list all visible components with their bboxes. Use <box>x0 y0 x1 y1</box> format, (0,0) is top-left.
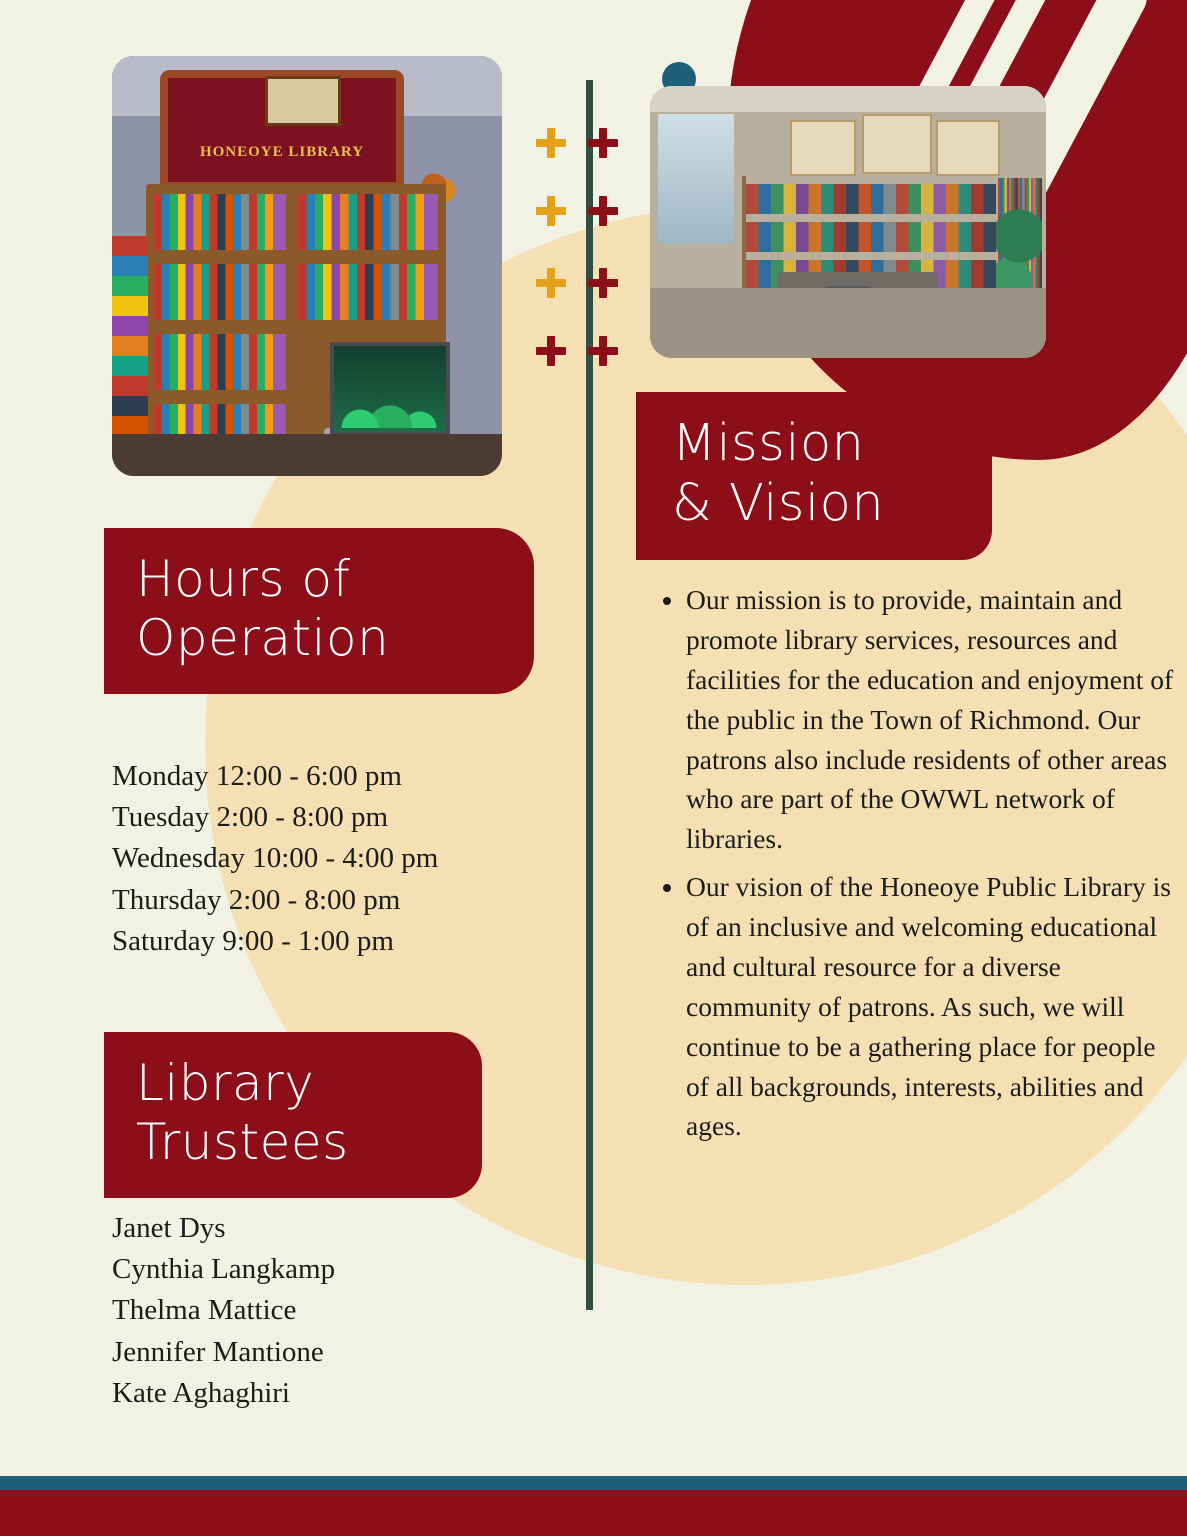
photo-1-books-row-3 <box>154 264 286 320</box>
plus-decoration-group <box>536 128 626 386</box>
hours-item: Tuesday 2:00 - 8:00 pm <box>112 801 389 834</box>
trustees-heading-line-1: Library <box>136 1054 315 1112</box>
photo-1-aquarium-plants <box>340 384 440 428</box>
plus-icon-7 <box>536 336 566 366</box>
trustees-heading-line-2: Trustees <box>136 1113 349 1171</box>
footer-red-band <box>0 1490 1187 1536</box>
photo-1-books-row-1 <box>154 194 286 250</box>
trustee-item: Cynthia Langkamp <box>112 1253 336 1286</box>
plus-icon-5 <box>536 268 566 298</box>
photo-2-window <box>658 114 734 244</box>
plus-icon-1 <box>536 128 566 158</box>
trustee-item: Kate Aghaghiri <box>112 1376 290 1409</box>
photo-2-floor <box>650 288 1046 358</box>
trustee-item: Janet Dys <box>112 1212 226 1244</box>
photo-2-artwork-2 <box>862 114 932 174</box>
hours-heading-line-2: Operation <box>136 609 390 667</box>
library-interior-photo-1 <box>112 56 502 476</box>
plus-icon-8 <box>588 336 618 366</box>
hours-item: Thursday 2:00 - 8:00 pm <box>112 883 401 916</box>
photo-1-library-sign <box>160 70 404 190</box>
hours-heading-line-1: Hours of <box>136 550 351 608</box>
hours-heading <box>104 528 534 694</box>
mission-body <box>640 580 1184 1154</box>
trustee-item: Thelma Mattice <box>112 1294 297 1327</box>
trustee-item: Jennifer Mantione <box>112 1335 324 1368</box>
photo-1-floor <box>112 434 502 476</box>
library-interior-photo-2 <box>650 86 1046 358</box>
mission-bullet-1: • Our mission is to provide, maintain and promote library services, resources and facilities for the education and enjoyment of the public in the Town of Richmond. Our patrons also include residents of other areas who are part of the OWWL network of libraries. <box>686 580 1184 859</box>
plus-icon-2 <box>588 128 618 158</box>
mission-heading-line-1: Mission <box>672 414 865 473</box>
footer-teal-band <box>0 1476 1187 1490</box>
photo-2-books-row-2 <box>746 222 996 252</box>
photo-1-sign-text: HONEOYE LIBRARY <box>199 144 365 160</box>
photo-1-books-row-5 <box>154 334 286 390</box>
plus-icon-6 <box>588 268 618 298</box>
hours-list <box>112 756 562 962</box>
mission-heading <box>636 392 992 560</box>
plus-icon-4 <box>588 196 618 226</box>
photo-1-books-row-4 <box>298 264 438 320</box>
photo-2-content <box>650 86 1046 358</box>
photo-1-aquarium <box>330 342 450 436</box>
hours-item: Wednesday 10:00 - 4:00 pm <box>112 842 439 875</box>
photo-1-sign-crest <box>265 76 341 126</box>
photo-2-ceiling <box>650 86 1046 112</box>
photo-2-books-row-1 <box>746 184 996 214</box>
photo-1-books-row-2 <box>298 194 438 250</box>
mission-heading-line-2: & Vision <box>672 474 885 534</box>
photo-1-content <box>112 56 502 476</box>
trustees-heading <box>104 1032 482 1198</box>
photo-2-artwork-1 <box>790 120 856 176</box>
mission-bullet-list <box>640 580 1184 1146</box>
hours-item: Monday 12:00 - 6:00 pm <box>112 760 402 792</box>
mission-bullet-2: • Our vision of the Honeoye Public Library is of an inclusive and welcoming educational and cultural resource for a diverse community of patrons. As such, we will continue to be a gathering place for people of all backgrounds, interests, abilities and ages. <box>686 867 1184 1146</box>
trustees-list <box>112 1208 562 1414</box>
hours-item: Saturday 9:00 - 1:00 pm <box>112 924 394 957</box>
photo-2-artwork-3 <box>936 120 1000 176</box>
plus-icon-3 <box>536 196 566 226</box>
